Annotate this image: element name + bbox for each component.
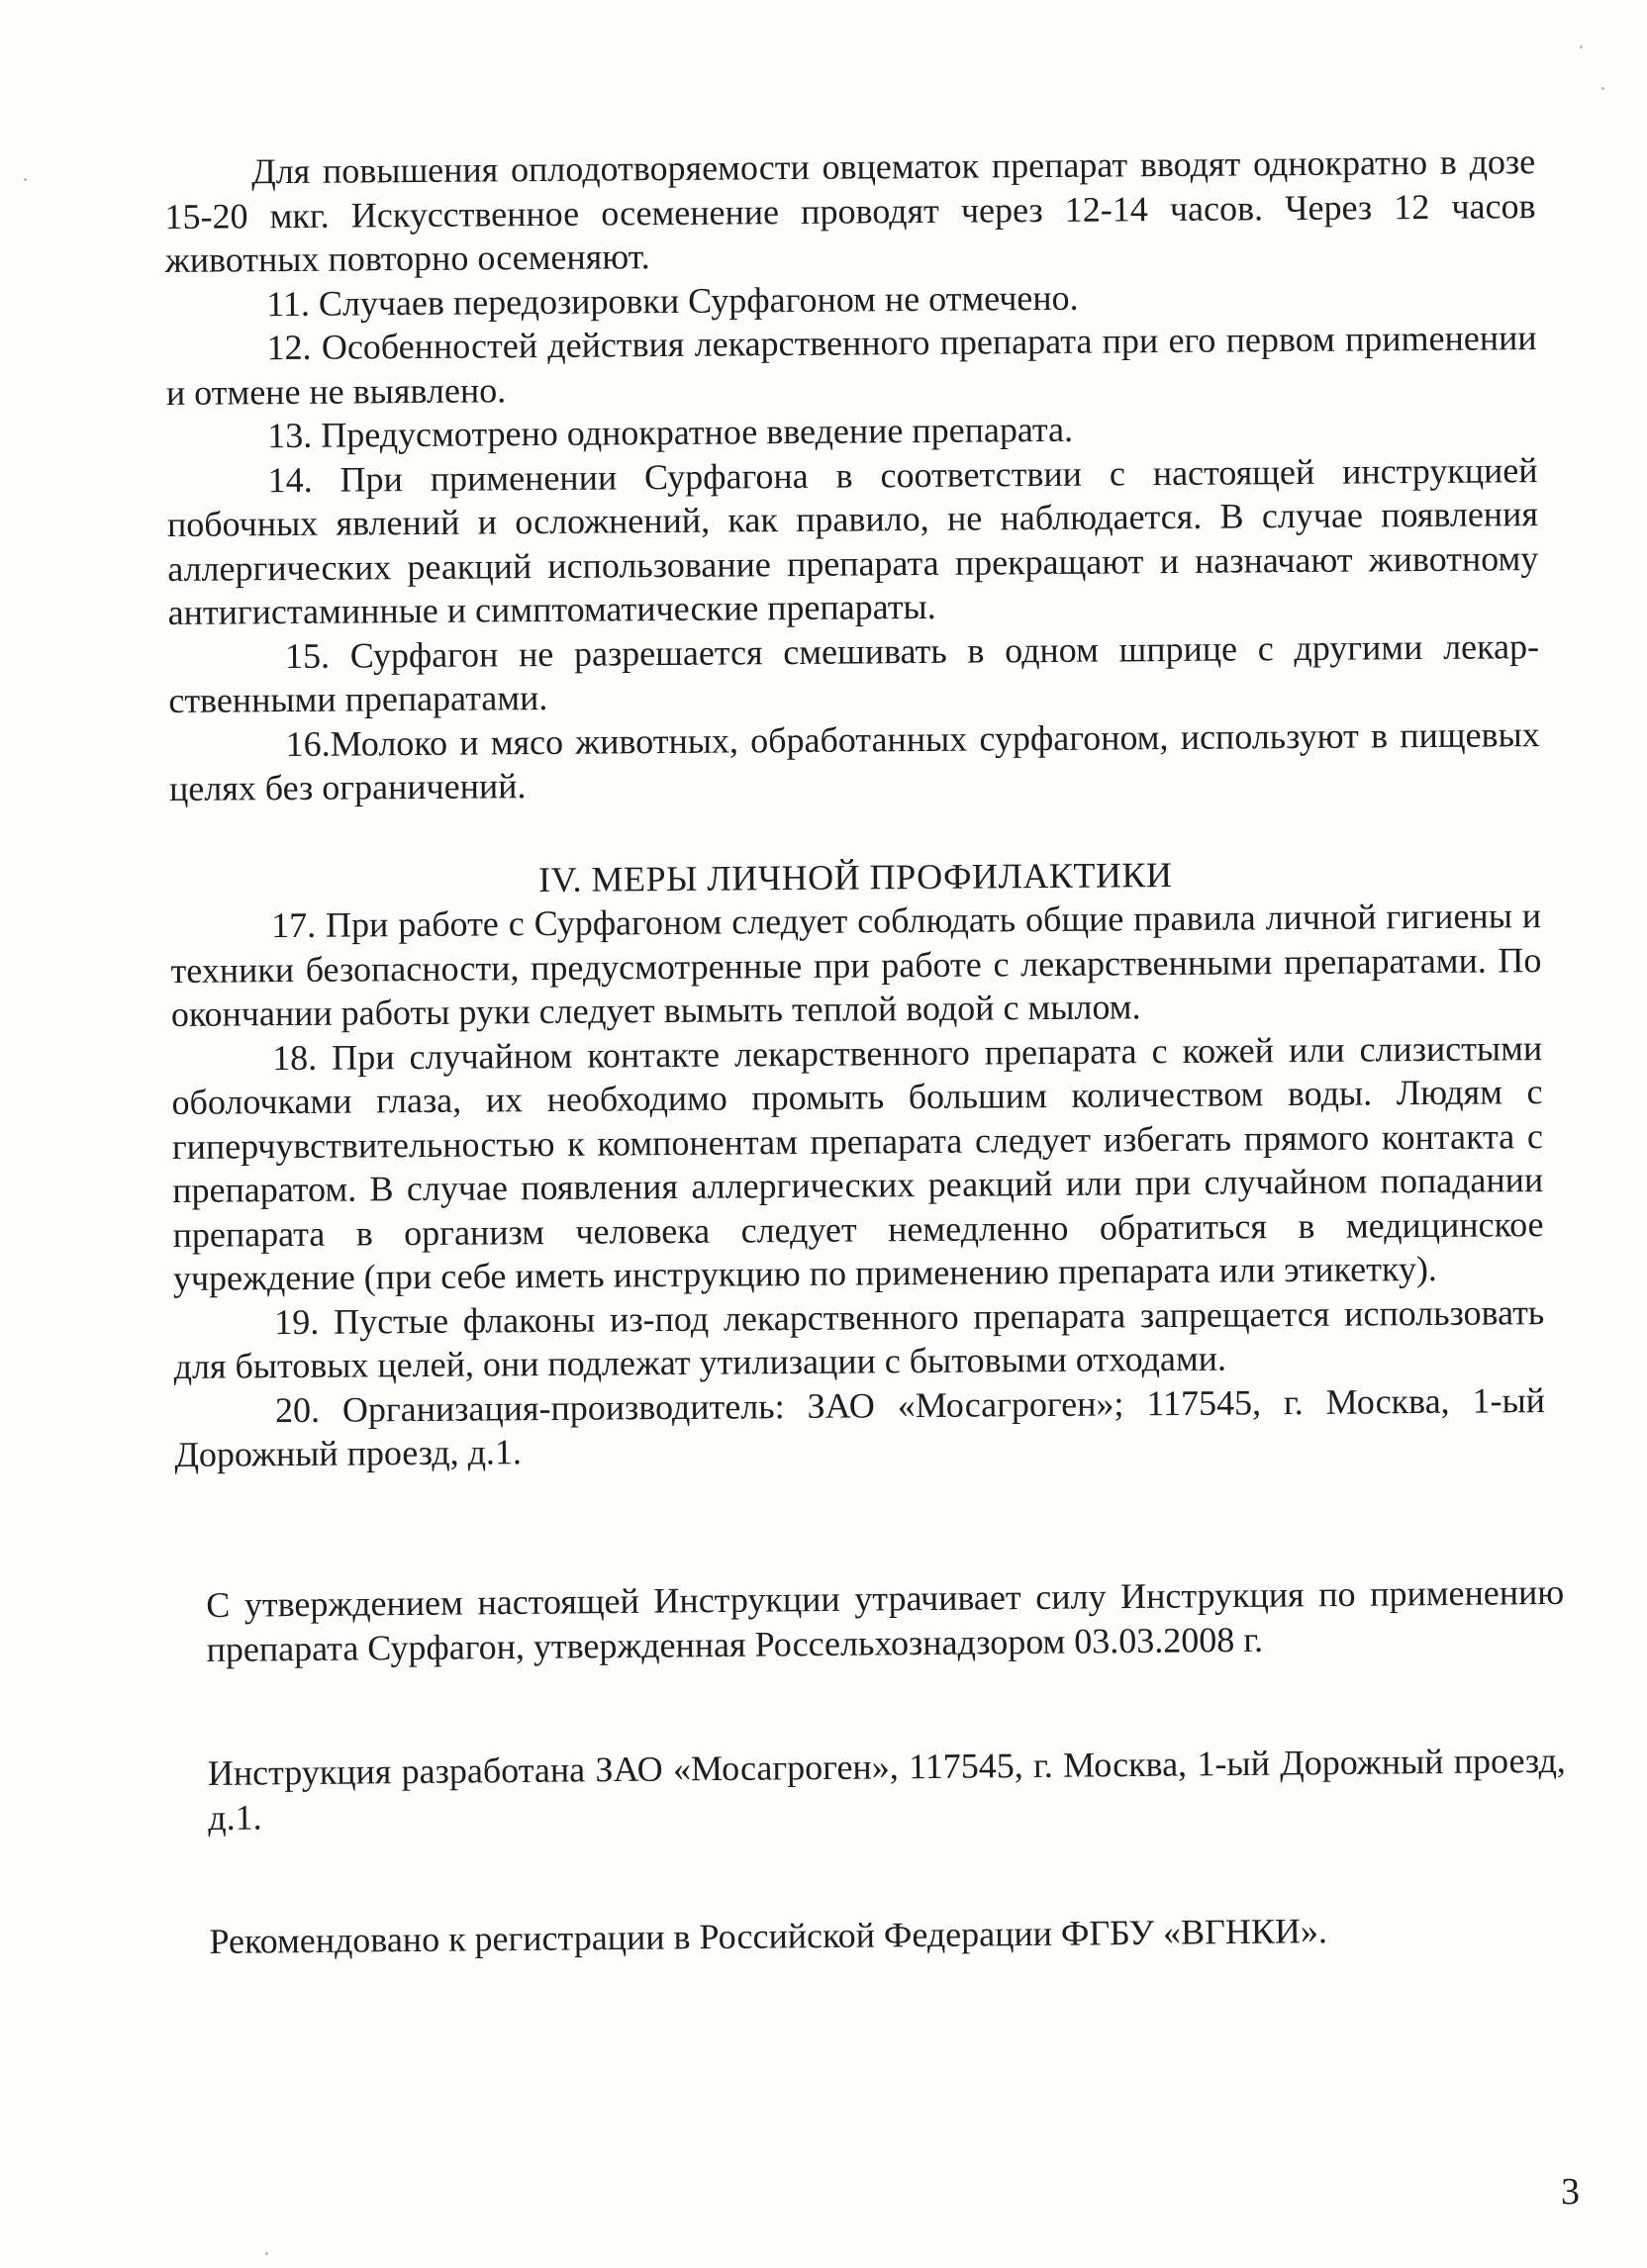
scan-speck — [265, 2252, 268, 2255]
paragraph-20-manufacturer: 20. Организация-производитель: ЗАО «Мосагроген»; 117545, г. Москва, 1-ый Дорожный проезд, д.1. — [174, 1379, 1546, 1474]
paragraph-13-single-dose: 13. Предусмотрено однократное введение препарата. — [267, 409, 1074, 456]
paragraph-17-hygiene: 17. При работе с Сурфагоном следует соблюдать общие правила личной гигиены и техники безопасности, предусмотренные при работе с лекарственными препаратами. По окончании работы руки следует вымыть теплой водой с мылом. — [170, 896, 1542, 1034]
paragraph-15-mixing: 15. Сурфагон не разрешается смешивать в одном шприце с другими лекарственными препаратами. — [168, 625, 1540, 720]
scan-speck — [24, 178, 27, 181]
paragraph-19-empty-vials: 19. Пустые флаконы из-под лекарственного препарата запрещается использовать для бытовых целей, они подлежат утилизации с бытовыми отходами. — [173, 1291, 1545, 1386]
paragraph-ewe-fertility: Для повышения оплодотворяемости овцематок препарат вводят однократно в дозе 15-20 мкг. Искусственное осеменение проводят через 12-14 часов. Через 12 часов животных повторно осеменяют. — [164, 142, 1536, 280]
page-number: 3 — [1561, 2171, 1580, 2213]
scan-speck — [1580, 46, 1583, 48]
paragraph-11-overdose: 11. Случаев передозировки Сурфагоном не отмечено. — [266, 277, 1079, 324]
paragraph-14-side-effects: 14. При применении Сурфагона в соответствии с настоящей инструкцией побочных явлений и осложнений, как правило, не наблюдается. В случае появления аллергических реакций использование препарата прекращают и назначают животному антигистаминные и симптоматические препараты. — [166, 449, 1539, 632]
closing-notes — [206, 1570, 1568, 1964]
section-heading-personal-prevention: IV. МЕРЫ ЛИЧНОЙ ПРОФИЛАКТИКИ — [537, 854, 1173, 899]
paragraph-16-milk-meat: 16.Молоко и мясо животных, обработанных сурфагоном, используют в пищевых целях без ограничений. — [168, 713, 1540, 808]
paragraph-18-contact: 18. При случайном контакте лекарственного препарата с кожей или слизистыми оболочками глаза, их необходимо промыть большим количеством воды. Людям с гиперчувствительностью к компонентам препарата следует избегать прямого контакта с препаратом. В случае появления аллергических реакций или при случайном попадании препарата в организм человека следует немедленно обратиться в медицинское учреждение (при себе иметь инструкцию по применению препарата или этикетку). — [171, 1027, 1544, 1298]
paragraph-12-first-use: 12. Особенностей действия лекарственного препарата при его первом приmенении и отмене не выявлено. — [165, 318, 1537, 413]
note-supersedes: С утверждением настоящей Инструкции утрачивает силу Инструкция по применению препарата Сурфагон, утвержденная Россельхознадзором 03.03.2008 г. — [206, 1571, 1565, 1669]
note-recommended: Рекомендовано к регистрации в Российской Федерации ФГБУ «ВГНКИ». — [209, 1911, 1328, 1961]
scan-speck — [1601, 87, 1604, 90]
note-developer: Инструкция разработана ЗАО «Мосагроген», 117545, г. Москва, 1-ый Дорожный проезд, д.1. — [207, 1740, 1566, 1838]
instruction-body — [164, 140, 1545, 1476]
